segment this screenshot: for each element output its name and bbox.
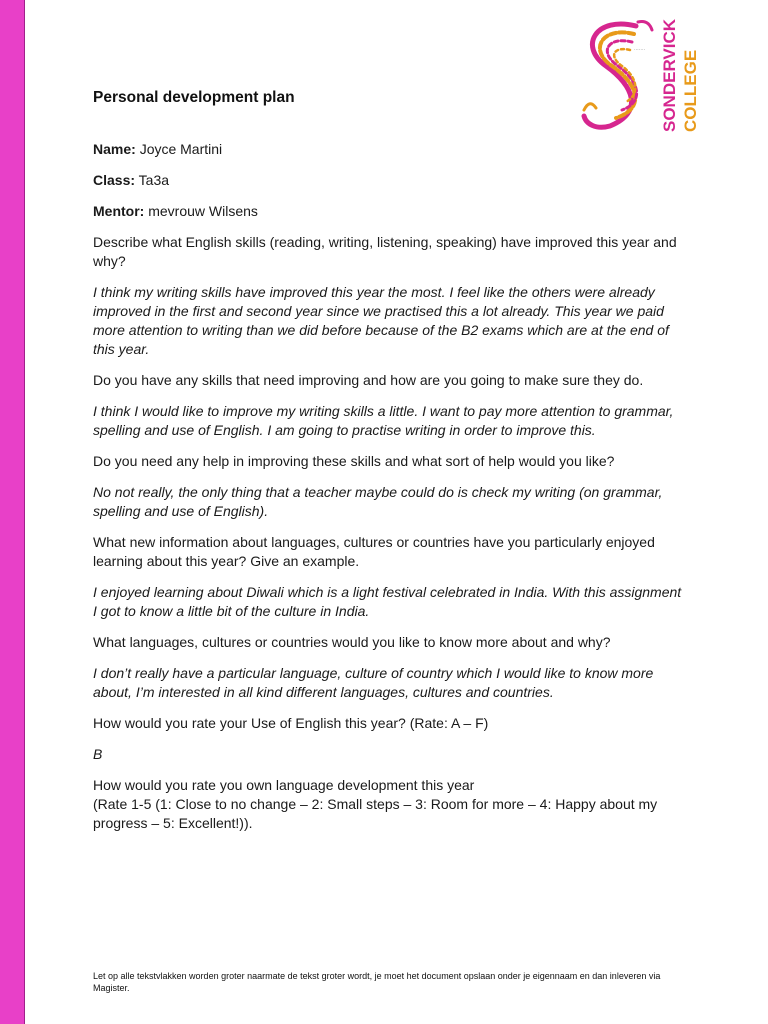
page-title: Personal development plan (93, 89, 295, 106)
class-value[interactable]: Ta3a (138, 172, 170, 188)
svg-text:.......: ....... (634, 46, 646, 52)
answer-6[interactable]: B (93, 746, 103, 762)
answer-2[interactable]: I think I would like to improve my writing skills a little. I want to pay more attention to grammar, spelling and use of English. I am going to practise writing in order to improve this. (93, 403, 674, 438)
answer-4[interactable]: I enjoyed learning about Diwali which is a light festival celebrated in India. With this assignment I got to know a little bit of the culture in India. (93, 584, 682, 619)
mentor-label: Mentor: (93, 203, 145, 219)
question-2: Do you have any skills that need improving and how are you going to make sure they do. (93, 372, 644, 388)
question-6: How would you rate your Use of English this year? (Rate: A – F) (93, 715, 489, 731)
class-label: Class: (93, 172, 136, 188)
answer-5[interactable]: I don’t really have a particular language, culture of country which I would like to know more about, I’m interested in all kind different languages, cultures and countries. (93, 665, 654, 700)
name-value[interactable]: Joyce Martini (139, 141, 223, 157)
answer-1[interactable]: I think my writing skills have improved this year the most. I feel like the others were already improved in the first and second year since we practised this a lot already. This year we paid more attention to writing than we did before because of the B2 exams which are at the end of this year. (93, 284, 669, 357)
logo-text-sondervick: SONDERVICK (660, 18, 679, 132)
question-4: What new information about languages, cultures or countries have you particularly enjoyed learning about this year? Give an example. (93, 534, 655, 569)
footer-note: Let op alle tekstvlakken worden groter naarmate de tekst groter wordt, je moet het document opslaan onder je eigennaam en dan inleveren via Magister. (93, 971, 661, 993)
mentor-value[interactable]: mevrouw Wilsens (148, 203, 258, 219)
logo-text-college: COLLEGE (681, 49, 700, 132)
class-field (93, 171, 683, 190)
name-label: Name: (93, 141, 136, 157)
side-color-bar (0, 0, 25, 1024)
question-7-line-1: How would you rate you own language development this year (93, 777, 475, 793)
answer-3[interactable]: No not really, the only thing that a teacher maybe could do is check my writing (on grammar, spelling and use of English). (93, 484, 663, 519)
question-3: Do you need any help in improving these skills and what sort of help would you like? (93, 453, 615, 469)
name-field (93, 140, 683, 159)
question-7 (93, 776, 683, 833)
question-7-line-2: (Rate 1-5 (1: Close to no change – 2: Small steps – 3: Room for more – 4: Happy about my progress – 5: Excellent!)). (93, 796, 658, 831)
question-5: What languages, cultures or countries would you like to know more about and why? (93, 634, 611, 650)
mentor-field (93, 202, 683, 221)
question-1: Describe what English skills (reading, writing, listening, speaking) have improved this year and why? (93, 234, 677, 269)
college-logo (576, 12, 706, 136)
document-body (93, 140, 683, 833)
